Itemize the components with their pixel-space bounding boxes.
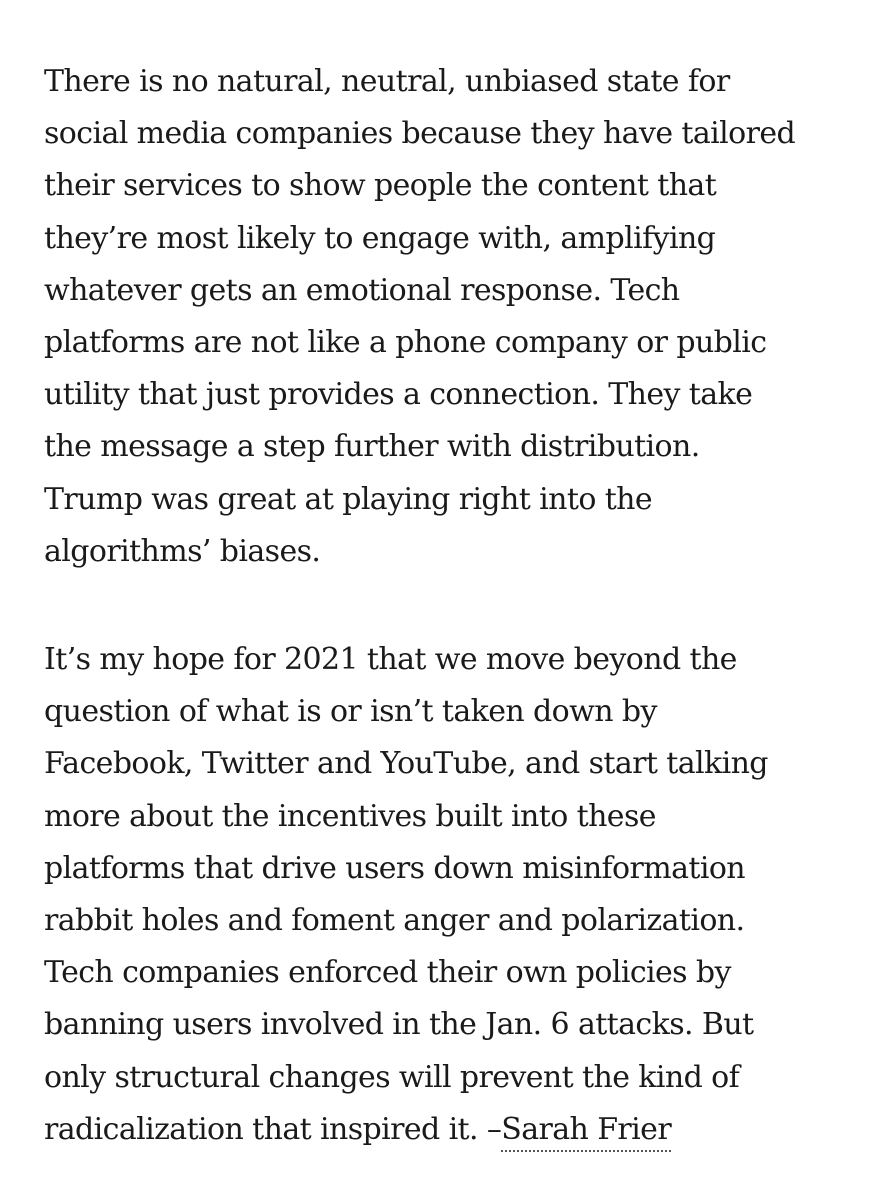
paragraph-2-line: It’s my hope for 2021 that we move beyond the — [44, 642, 737, 678]
paragraph-1-line: There is no natural, neutral, unbiased state for — [44, 64, 730, 99]
paragraph-1-line: algorithms’ biases. — [44, 533, 321, 569]
paragraph-2-last-line — [44, 1104, 864, 1156]
paragraph-1-line: platforms are not like a phone company or public — [44, 325, 767, 361]
paragraph-1-line: they’re most likely to engage with, amplifying — [44, 220, 716, 256]
paragraph-1 — [44, 56, 864, 578]
paragraph-1-line: their services to show people the content that — [44, 168, 717, 204]
paragraph-2-line: Facebook, Twitter and YouTube, and start talking — [44, 746, 768, 782]
paragraph-1-line: utility that just provides a connection. They take — [44, 377, 753, 413]
paragraph-1-line: Trump was great at playing right into the — [44, 481, 653, 517]
paragraph-2-line: question of what is or isn’t taken down by — [44, 694, 657, 730]
paragraph-2-last-line-text: radicalization that inspired it. – — [44, 1111, 502, 1147]
paragraph-1-line: whatever gets an emotional response. Tech — [44, 272, 680, 308]
paragraph-2-line: platforms that drive users down misinformation — [44, 850, 746, 886]
paragraph-2-line: Tech companies enforced their own policies by — [44, 955, 731, 991]
paragraph-2-line: more about the incentives built into these — [44, 798, 656, 834]
paragraph-2-line: rabbit holes and foment anger and polarization. — [44, 903, 745, 939]
paragraph-2 — [44, 634, 864, 1156]
author-link[interactable]: Sarah Frier — [501, 1112, 671, 1152]
article-body — [44, 56, 864, 1156]
paragraph-1-line: the message a step further with distribution. — [44, 429, 700, 465]
paragraph-2-line: banning users involved in the Jan. 6 attacks. But — [44, 1007, 754, 1043]
paragraph-2-line: only structural changes will prevent the kind of — [44, 1059, 740, 1095]
paragraph-1-line: social media companies because they have tailored — [44, 116, 796, 152]
